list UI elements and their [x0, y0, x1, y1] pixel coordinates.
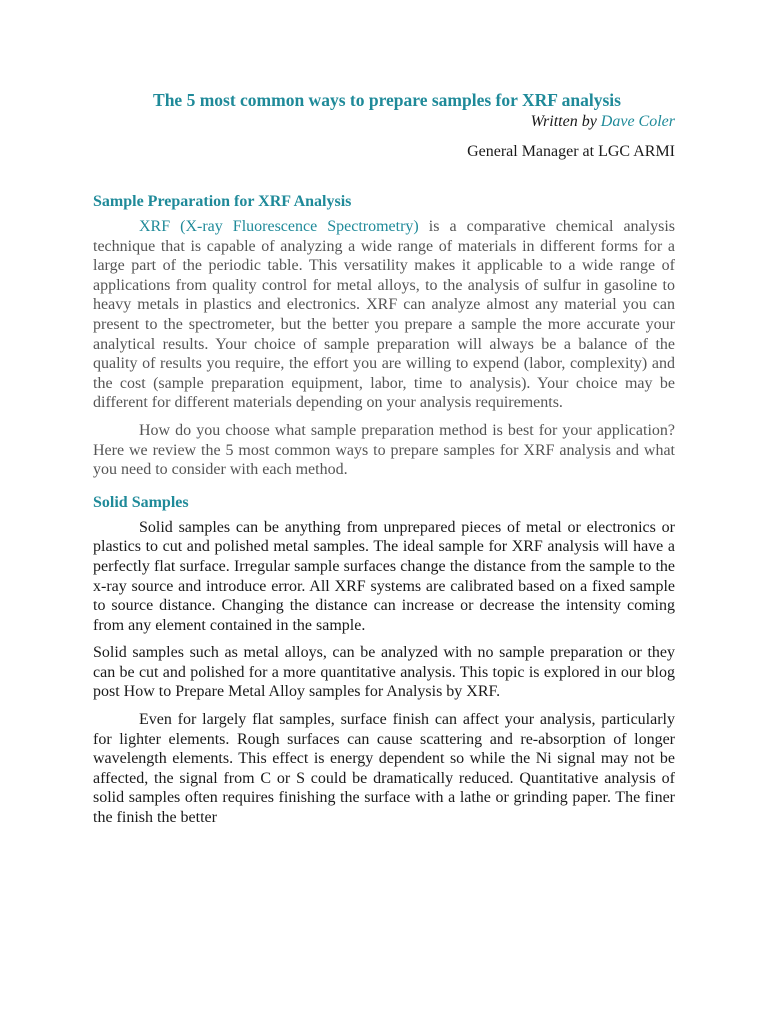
paragraph-xrf-intro [93, 217, 675, 413]
paragraph-solid-samples-1: Solid samples can be anything from unprepared pieces of metal or electronics or plastics to cut and polished metal samples. The ideal sample for XRF analysis will have a perfectly flat surface. Irregular sample surfaces change the distance from the sample to the x-ray source and introduce error. All XRF systems are calibrated based on a fixed sample to source distance. Changing the distance can increase or decrease the intensity coming from any element contained in the sample. [93, 518, 675, 634]
xrf-link[interactable]: XRF (X-ray Fluorescence Spectrometry) [139, 218, 419, 235]
section-heading-solid-samples: Solid Samples [93, 493, 189, 511]
paragraph-solid-samples-3: Even for largely flat samples, surface finish can affect your analysis, particularly for lighter elements. Rough surfaces can cause scattering and re-absorption of longer wavelength elements. This effect is energy dependent so while the Ni signal may not be affected, the signal from C or S could be dramatically reduced. Quantitative analysis of solid samples often requires finishing the surface with a lathe or grinding paper. The finer the finish the better [93, 711, 675, 827]
author-link[interactable]: Dave Coler [600, 113, 675, 130]
paragraph-xrf-intro-text: is a comparative chemical analysis technique that is capable of analyzing a wide range of materials in different forms for a large part of the periodic table. This versatility makes it applicable to a wide range of applications from quality control for metal alloys, to the analysis of sulfur in gasoline to heavy metals in plastics and electronics. XRF can analyze almost any material you can present to the spectrometer, but the better you prepare a sample the more accurate your analytical results. Your choice of sample preparation will always be a balance of the quality of results you require, the effort you are willing to expend (labor, complexity) and the cost (sample preparation equipment, labor, time to analysis). Your choice may be different for different materials depending on your analysis requirements. [93, 218, 675, 412]
author-role: General Manager at LGC ARMI [467, 143, 675, 160]
byline [93, 112, 675, 132]
section-heading-sample-preparation: Sample Preparation for XRF Analysis [93, 193, 352, 210]
article-title: The 5 most common ways to prepare samples for XRF analysis [153, 90, 621, 110]
written-by-label: Written by [530, 113, 597, 130]
document-page [93, 88, 675, 828]
paragraph-choose-method: How do you choose what sample preparation method is best for your application? Here we review the 5 most common ways to prepare samples for XRF analysis and what you need to consider with each method. [93, 421, 675, 479]
paragraph-solid-samples-2: Solid samples such as metal alloys, can be analyzed with no sample preparation or they can be cut and polished for a more quantitative analysis. This topic is explored in our blog post How to Prepare Metal Alloy samples for Analysis by XRF. [93, 644, 675, 701]
